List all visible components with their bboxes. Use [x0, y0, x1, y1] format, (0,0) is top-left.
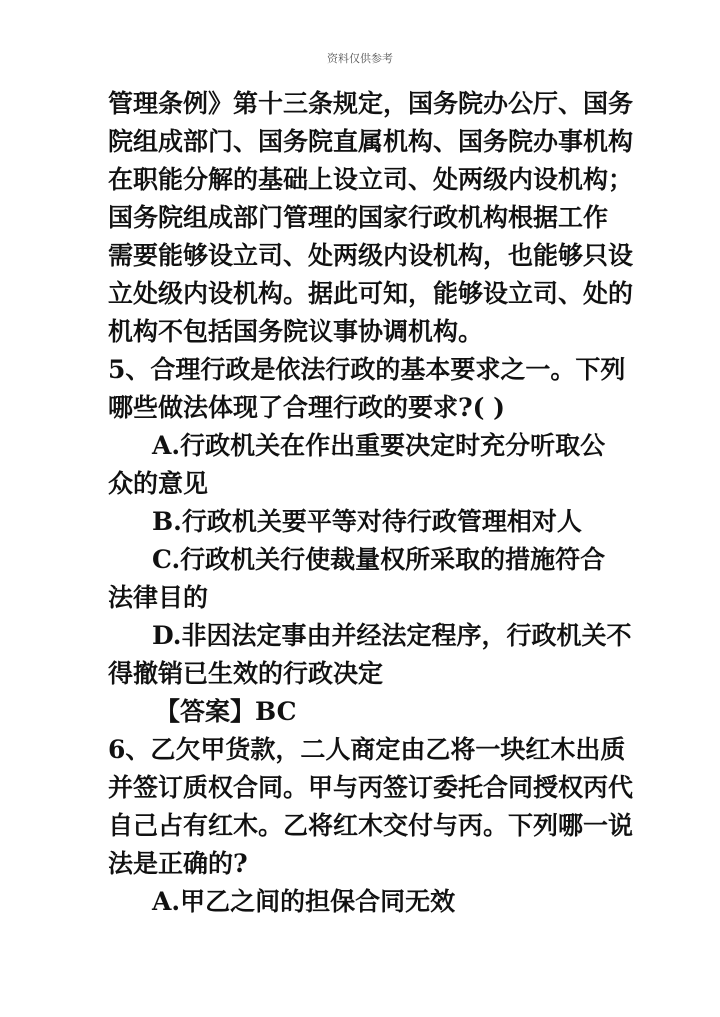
option-b: B.行政机关要平等对待行政管理相对人 [152, 507, 582, 536]
question-6-stem: 6、乙欠甲货款，二人商定由乙将一块红木出质 [108, 735, 626, 764]
text-line: 在职能分解的基础上设立司、处两级内设机构； [108, 165, 634, 194]
page-header: 资料仅供参考 [327, 52, 393, 65]
option-d: 得撤销已生效的行政决定 [108, 659, 384, 688]
question-6-stem: 自己占有红木。乙将红木交付与丙。下列哪一说 [108, 811, 634, 840]
question-6-stem: 并签订质权合同。甲与丙签订委托合同授权丙代 [108, 773, 634, 802]
question-5-stem: 5、合理行政是依法行政的基本要求之一。下列 [108, 355, 626, 384]
question-6-stem: 法是正确的? [108, 849, 248, 878]
text-line: 立处级内设机构。据此可知，能够设立司、处的 [108, 279, 634, 308]
option-a: A.甲乙之间的担保合同无效 [152, 887, 456, 916]
text-line: 院组成部门、国务院直属机构、国务院办事机构 [108, 127, 634, 156]
option-d: D.非因法定事由并经法定程序，行政机关不 [152, 621, 632, 650]
option-c: C.行政机关行使裁量权所采取的措施符合 [152, 545, 606, 574]
text-line: 需要能够设立司、处两级内设机构，也能够只设 [108, 241, 634, 270]
text-line: 机构不包括国务院议事协调机构。 [108, 317, 484, 346]
option-a: A.行政机关在作出重要决定时充分听取公 [152, 431, 606, 460]
option-c: 法律目的 [108, 583, 209, 612]
answer-line: 【答案】BC [155, 697, 297, 726]
question-5-stem: 哪些做法体现了合理行政的要求?( ) [108, 393, 506, 422]
option-a: 众的意见 [108, 469, 209, 498]
text-line: 管理条例》第十三条规定，国务院办公厅、国务 [108, 89, 634, 118]
text-line: 国务院组成部门管理的国家行政机构根据工作 [108, 203, 609, 232]
